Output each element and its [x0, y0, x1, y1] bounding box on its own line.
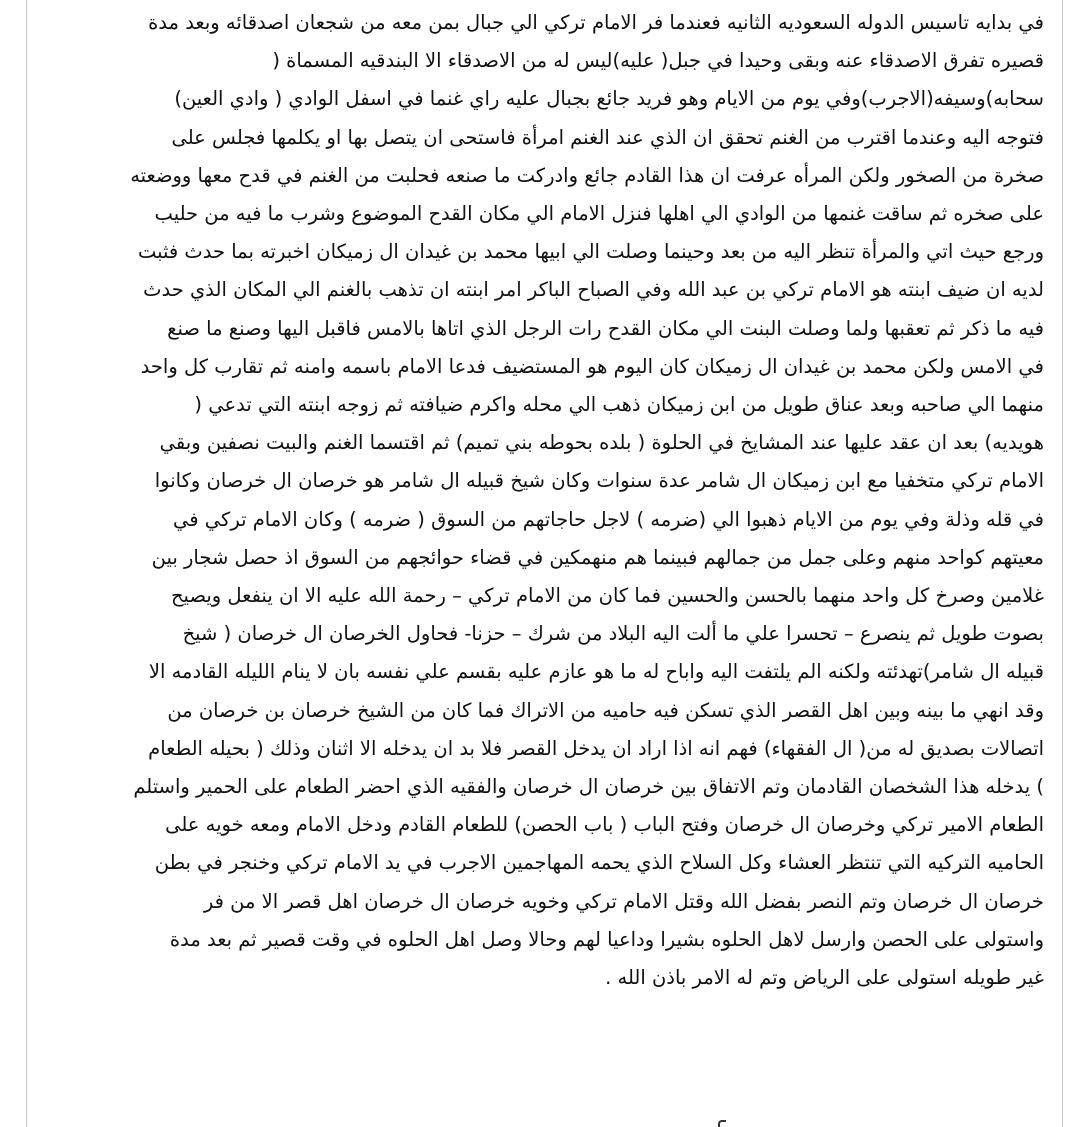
text-line: غير طويله استولى على الرياض وتم له الامر باذن الله . — [605, 966, 1044, 990]
text-line: اتصالات بصديق له من( ال الفقهاء) فهم انه اذا اراد ان يدخل القصر فلا بد ان يدخله الا اثنان وذلك ( بحيله الطعام — [148, 736, 1044, 760]
text-line: لديه ان ضيف ابنته هو الامام تركي بن عبد الله وفي الصباح الباكر امر ابنته ان تذهب بالغنم الي المكان الذي حدث — [143, 278, 1044, 302]
text-line: صخرة من الصخور ولكن المرأه عرفت ان هذا القادم جائع وادركت ما صنعه فحلبت من الغنم في قدح معها ووضعته — [130, 163, 1044, 187]
text-line: على صخره ثم ساقت غنمها من الوادي الي اهلها فنزل الامام الي مكان القدح الموضوع وشرب ما فيه من حليب — [154, 202, 1044, 226]
text-line: معيتهم كواحد منهم وعلى جمل من جمالهم فبينما هم منهمكين في قضاء حوائجهم من السوق اذ حصل شجار بين — [151, 545, 1044, 569]
text-line: فتوجه اليه وعندما اقترب من الغنم تحقق ان الذي عند الغنم امرأة فاستحى ان يتصل بها او يكلمها فجلس على — [171, 125, 1044, 149]
text-line: هويديه) بعد ان عقد عليها عند المشايخ في الحلوة ( بلده بحوطه بني تميم) ثم اقتسما الغنم والبيت نصفين وبقي — [159, 431, 1044, 455]
text-line: خرصان ال خرصان وتم النصر بفضل الله وقتل الامام تركي وخويه خرصان ال خرصان اهل قصر الا من فر — [203, 889, 1044, 913]
text-line: بصوت طويل ثم ينصرع – تحسرا علي ما ألت اليه البلاد من شرك – حزنا- فحاول الخرصان ال خرصان ( شيخ — [182, 622, 1044, 646]
text-line: قبيله ال شامر)تهدئته ولكنه الم يلتفت اليه واباح له ما هو عازم عليه بقسم علي نفسه بان لا ينام الليله القادمه الا — [148, 660, 1044, 684]
text-line: في بدايه تاسيس الدوله السعوديه الثانيه فعندما فر الامام تركي الي جبال بمن معه من شجعان اصدقائه وبعد مدة — [148, 11, 1044, 34]
text-line: ورجع حيث اتي والمرأة تنظر اليه من بعد وحينما وصلت الي ابيها محمد بن غيدان ال زميكان اخبرته بما حدث فثبت — [137, 240, 1044, 264]
text-line: منهما الي صاحبه وبعد عناق طويل من ابن زميكان ذهب الي محله واكرم ضيافته ثم زوجه ابنته التي تدعي ( — [194, 393, 1044, 417]
text-line: فيه ما ذكر ثم تعقبها ولما وصلت البنت الي مكان القدح رات الرجل الذي اتاها بالامس فاقبل اليها وصنع ما صنع — [167, 316, 1044, 340]
text-line: سحابه)وسيفه(الاجرب)وفي يوم من الايام وهو فريد جائع بجبال عليه راي غنما في اسفل الوادي ( وادي العين) — [174, 87, 1044, 111]
text-line: ) يدخله هذا الشخصان القادمان وتم الاتفاق بين خرصان ال خرصان والفقيه الذي احضر الطعام على الحمير واستلم — [133, 775, 1044, 799]
text-line: قصيره تفرق الاصدقاء عنه وبقى وحيدا في جبل( عليه)ليس له من الاصدقاء الا البندقيه المسماة ( — [272, 49, 1044, 73]
text-line: في الامس ولكن محمد بن غيدان ال زميكان كان اليوم هو المستضيف فدعا الامام باسمه وامنه ثم تقارب كل واحد — [140, 354, 1044, 378]
right-page-border — [1062, 0, 1063, 1127]
text-line: وقد انهي ما بينه وبين اهل القصر الذي تسكن فيه حاميه من الاتراك فما كان من الشيخ خرصان بن خرصان من — [167, 698, 1044, 722]
text-line: الطعام الامير تركي وخرصان ال خرصان وفتح الباب ( باب الحصن) للطعام القادم ودخل الامام ومعه خويه على — [165, 813, 1044, 837]
text-line: الحاميه التركيه التي تنتظر العشاء وكل السلاح الذي يحمه المهاجمين الاجرب في يد الامام تركي وخنجر في بطن — [154, 851, 1044, 875]
clipped-glyph-fragment — [718, 1120, 726, 1127]
text-line: غلامين وصرخ كل واحد منهما بالحسن والحسين فما كان من الامام تركي – رحمة الله عليه الا ان ينفعل ويصيح — [170, 584, 1044, 608]
text-line: واستولى على الحصن وارسل لاهل الحلوه بشيرا وداعيا لهم وحالا وصل اهل الحلوه في وقت قصير ثم بعد مدة — [169, 927, 1044, 951]
left-page-border — [26, 0, 27, 1127]
text-line: في قله وذلة وفي يوم من الايام ذهبوا الي (ضرمه ) لاجل حاجاتهم من السوق ( ضرمه ) وكان الامام تركي في — [173, 507, 1044, 531]
text-line: الامام تركي متخفيا مع ابن زميكان ال شامر عدة سنوات وكان شيخ قبيله ال شامر هو خرصان ال خرصان وكانوا — [154, 469, 1044, 493]
article-body — [28, 4, 1044, 997]
